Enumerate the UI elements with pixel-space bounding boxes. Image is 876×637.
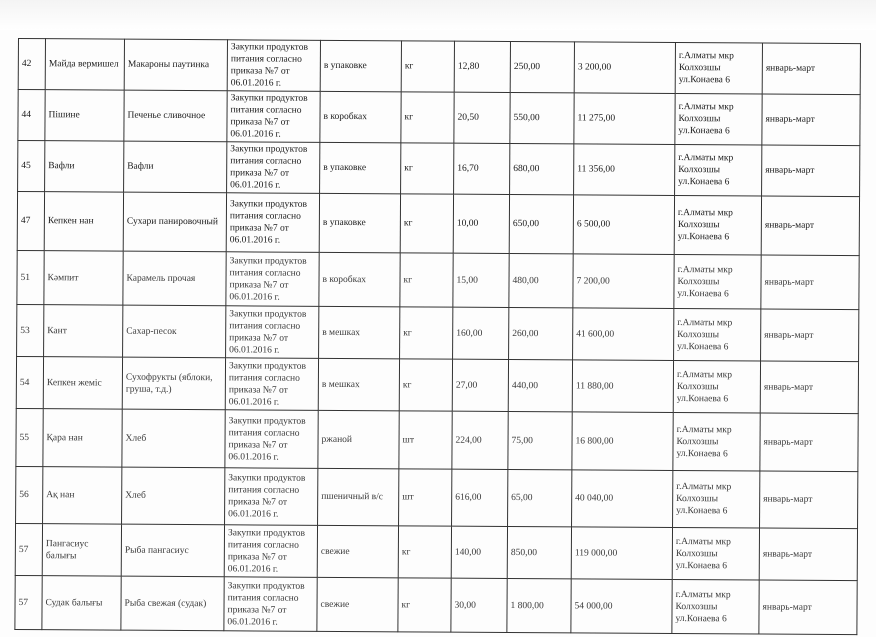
table-row [15, 523, 857, 580]
product-name-ru: Сахар-песок [123, 305, 226, 358]
total-sum: 16 800,00 [572, 412, 673, 471]
total-sum: 11 275,00 [574, 93, 675, 145]
table-row [16, 408, 858, 471]
procurement-table [14, 38, 861, 635]
quantity: 20,50 [454, 92, 510, 143]
unit: кг [398, 578, 451, 632]
unit: кг [400, 194, 453, 253]
quantity: 27,00 [452, 359, 508, 411]
packaging: в коробках [319, 252, 400, 306]
quantity: 12,80 [454, 41, 510, 92]
unit-price: 680,00 [510, 144, 574, 195]
delivery-period: январь-март [762, 94, 860, 146]
procurement-basis: Закупки продуктов питания согласно приказа №7 от 06.01.2016 г. [225, 358, 318, 411]
row-number: 51 [17, 250, 44, 304]
delivery-address: г.Алматы мкр Колхозшы ул.Конаева 6 [673, 361, 760, 414]
row-number: 42 [18, 39, 45, 90]
unit-price: 250,00 [510, 42, 574, 93]
unit-price: 550,00 [510, 93, 574, 144]
product-name-kz: Пішине [45, 90, 124, 141]
unit-price: 850,00 [507, 526, 571, 578]
product-name-kz: Кәмпит [44, 251, 123, 305]
delivery-address: г.Алматы мкр Колхозшы ул.Конаева 6 [675, 94, 762, 146]
product-name-ru: Карамель прочая [123, 251, 226, 306]
quantity: 160,00 [453, 307, 509, 359]
product-name-ru: Сухари панировочный [123, 192, 226, 252]
product-name-kz: Қара нан [43, 409, 122, 467]
total-sum: 11 880,00 [572, 360, 673, 413]
packaging: свежие [317, 577, 398, 631]
product-name-kz: Кепкен жеміс [43, 357, 122, 409]
quantity: 30,00 [451, 578, 507, 632]
unit: кг [400, 253, 453, 307]
delivery-period: январь-март [762, 43, 860, 95]
product-name-ru: Рыба пангасиус [121, 524, 224, 577]
product-name-kz: Судак балығы [42, 576, 121, 630]
procurement-basis: Закупки продуктов питания согласно приказа №7 от 06.01.2016 г. [226, 306, 319, 359]
total-sum: 54 000,00 [571, 579, 672, 634]
delivery-period: январь-март [760, 471, 858, 529]
table-row [18, 39, 860, 95]
packaging: свежие [317, 525, 398, 577]
packaging: в упаковке [320, 40, 401, 91]
procurement-basis: Закупки продуктов питания согласно приказа №7 от 06.01.2016 г. [224, 577, 317, 632]
product-name-ru: Рыба свежая (судак) [121, 576, 224, 631]
quantity: 224,00 [452, 411, 508, 469]
delivery-address: г.Алматы мкр Колхозшы ул.Конаева 6 [674, 196, 761, 256]
delivery-period: январь-март [761, 196, 859, 256]
delivery-address: г.Алматы мкр Колхозшы ул.Конаева 6 [672, 580, 759, 635]
product-name-ru: Сухофрукты (яблоки, груша, т.д.) [122, 357, 225, 410]
row-number: 57 [15, 575, 42, 629]
quantity: 15,00 [453, 253, 509, 307]
unit-price: 480,00 [509, 254, 573, 308]
unit: кг [399, 359, 452, 411]
delivery-period: январь-март [762, 145, 860, 197]
delivery-period: январь-март [761, 309, 859, 362]
product-name-kz: Майда вермишел [45, 39, 124, 90]
delivery-address: г.Алматы мкр Колхозшы ул.Конаева 6 [674, 309, 761, 362]
delivery-address: г.Алматы мкр Колхозшы ул.Конаева 6 [673, 471, 760, 529]
row-number: 56 [16, 466, 43, 523]
table-row [17, 304, 859, 361]
delivery-period: январь-март [759, 580, 857, 635]
procurement-basis: Закупки продуктов питания согласно приказа №7 от 06.01.2016 г. [226, 193, 319, 253]
quantity: 16,70 [454, 143, 510, 194]
total-sum: 11 356,00 [574, 144, 675, 196]
row-number: 53 [17, 304, 44, 356]
unit-price: 260,00 [509, 308, 573, 360]
quantity: 140,00 [451, 526, 507, 578]
procurement-basis: Закупки продуктов питания согласно приказа №7 от 06.01.2016 г. [227, 40, 320, 92]
row-number: 55 [16, 408, 43, 466]
procurement-basis: Закупки продуктов питания согласно приказа №7 от 06.01.2016 г. [227, 142, 320, 194]
table-row [17, 250, 859, 309]
row-number: 47 [17, 192, 44, 251]
packaging: ржаной [318, 410, 399, 468]
procurement-basis: Закупки продуктов питания согласно приказа №7 от 06.01.2016 г. [227, 91, 320, 143]
unit: кг [401, 92, 454, 143]
table-row [18, 90, 860, 146]
packaging: в упаковке [320, 142, 401, 193]
delivery-address: г.Алматы мкр Колхозшы ул.Конаева 6 [674, 255, 761, 310]
procurement-basis: Закупки продуктов питания согласно приказа №7 от 06.01.2016 г. [225, 410, 318, 469]
product-name-ru: Макароны паутинка [124, 39, 227, 91]
packaging: в коробках [320, 91, 401, 142]
table-row [16, 356, 858, 413]
delivery-period: январь-март [760, 413, 858, 472]
delivery-address: г.Алматы мкр Колхозшы ул.Конаева 6 [672, 528, 759, 581]
product-name-ru: Печенье сливочное [124, 90, 227, 142]
delivery-address: г.Алматы мкр Колхозшы ул.Конаева 6 [675, 145, 762, 197]
product-name-ru: Хлеб [122, 467, 225, 525]
delivery-address: г.Алматы мкр Колхозшы ул.Конаева 6 [675, 43, 762, 95]
product-name-ru: Вафли [124, 141, 227, 193]
product-name-ru: Хлеб [122, 409, 225, 468]
total-sum: 6 500,00 [573, 195, 674, 255]
procurement-basis: Закупки продуктов питания согласно приказа №7 от 06.01.2016 г. [225, 468, 318, 526]
unit: кг [401, 143, 454, 194]
total-sum: 3 200,00 [574, 42, 675, 94]
packaging: пшеничный в/с [318, 468, 399, 525]
quantity: 616,00 [452, 469, 508, 526]
delivery-period: январь-март [759, 528, 857, 581]
unit: кг [401, 41, 454, 92]
quantity: 10,00 [453, 194, 509, 253]
unit: кг [400, 307, 453, 359]
unit: кг [398, 526, 451, 578]
unit-price: 75,00 [508, 412, 572, 470]
row-number: 44 [18, 90, 45, 141]
total-sum: 41 600,00 [573, 308, 674, 361]
table-row [18, 141, 860, 197]
page-top-margin [0, 0, 876, 30]
packaging: в мешках [319, 306, 400, 358]
delivery-period: январь-март [761, 255, 859, 310]
product-name-kz: Пангасиус балығы [42, 524, 121, 576]
packaging: в упаковке [319, 193, 400, 252]
table-row [17, 192, 859, 256]
unit-price: 1 800,00 [507, 578, 571, 632]
product-name-kz: Кепкен нан [44, 192, 123, 251]
unit-price: 440,00 [508, 360, 572, 412]
product-name-kz: Кант [44, 305, 123, 357]
total-sum: 40 040,00 [572, 470, 673, 528]
total-sum: 119 000,00 [571, 527, 672, 580]
table-row [15, 575, 857, 634]
table-row [16, 466, 858, 528]
procurement-basis: Закупки продуктов питания согласно приказа №7 от 06.01.2016 г. [224, 525, 317, 578]
unit: шт [399, 411, 452, 469]
total-sum: 7 200,00 [573, 254, 674, 309]
delivery-period: январь-март [760, 361, 858, 414]
delivery-address: г.Алматы мкр Колхозшы ул.Конаева 6 [673, 413, 760, 472]
procurement-basis: Закупки продуктов питания согласно приказа №7 от 06.01.2016 г. [226, 252, 319, 307]
product-name-kz: Ақ нан [43, 467, 122, 524]
product-name-kz: Вафли [45, 141, 124, 192]
row-number: 57 [15, 523, 42, 575]
unit-price: 65,00 [508, 470, 572, 527]
unit: шт [399, 469, 452, 526]
row-number: 45 [18, 141, 45, 192]
row-number: 54 [16, 356, 43, 408]
packaging: в мешках [318, 358, 399, 410]
unit-price: 650,00 [509, 195, 573, 254]
